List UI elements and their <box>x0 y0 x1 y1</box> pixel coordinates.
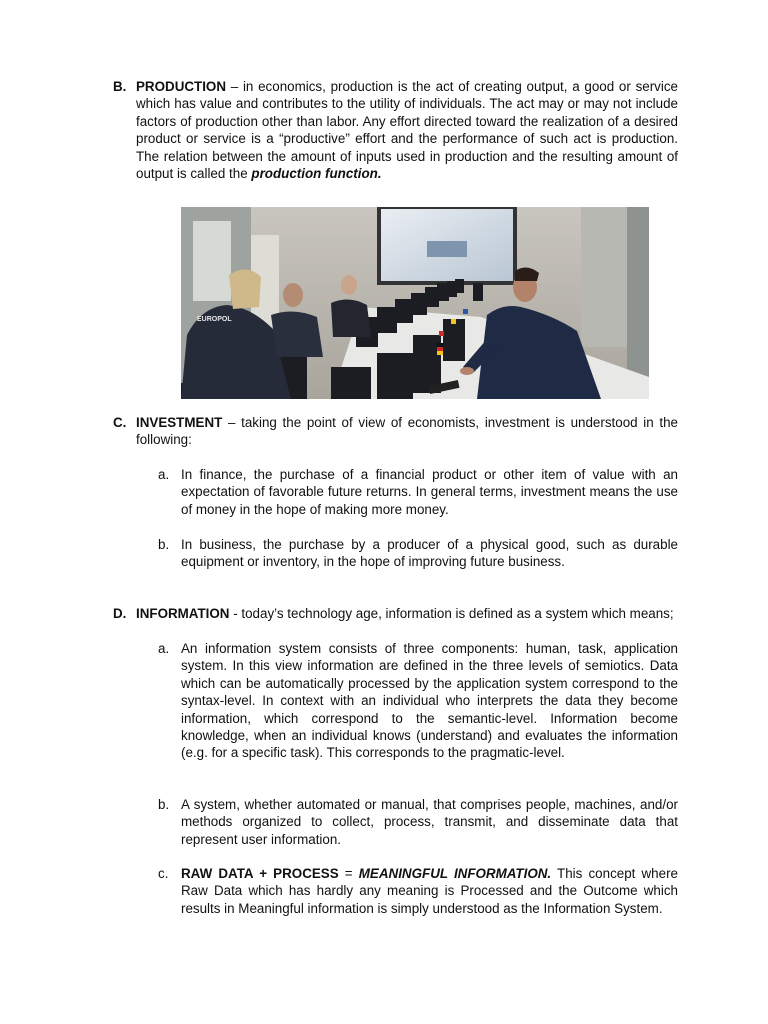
section-text: - today’s technology age, information is defined as a system which means; <box>229 606 674 621</box>
office-photo-icon <box>181 207 649 399</box>
information-list <box>158 640 678 762</box>
list-item-letter: b. <box>158 537 170 552</box>
list-item-equals: = <box>338 866 359 881</box>
information-list <box>158 865 678 917</box>
section-text: – taking the point of view of economists, investment is understood in the following: <box>136 415 678 448</box>
section-body <box>136 78 678 182</box>
list-item-bold: RAW DATA + PROCESS <box>181 866 339 881</box>
section-letter: C. <box>113 415 127 430</box>
list-item-text: This concept where Raw Data which has hardly any meaning is Processed and the Outcome which results in Meaningful information is simply understood as the Information System. <box>181 866 678 916</box>
list-item <box>158 640 678 762</box>
list-item-letter: a. <box>158 641 170 656</box>
section-title: PRODUCTION <box>136 79 227 94</box>
list-item-text: An information system consists of three components: human, task, application system. In this view information are defined in the three levels of semiotics. Data which can be automatically processed by the application system correspond to the syntax-level. In context with an individual who interprets the data they become information, which correspond to the semantic-level. Information become knowledge, when an individual knows (understand) and evaluates the information (e.g. for a specific task). This corresponds to the pragmatic-level. <box>181 641 678 761</box>
office-photo <box>181 207 649 399</box>
section-text: – in economics, production is the act of creating output, a good or service which has value and contributes to the utility of individuals. The act may or may not include factors of production other than labor. Any effort directed toward the realization of a desired product or service is a “productive” effort and the performance of such act is production. The relation between the amount of inputs used in production and the resulting amount of output is called the <box>136 79 678 182</box>
section-title: INVESTMENT <box>136 415 223 430</box>
section-title: INFORMATION <box>136 606 230 621</box>
list-item <box>158 796 678 848</box>
section-investment <box>113 414 678 449</box>
information-list <box>158 796 678 848</box>
section-letter: B. <box>113 79 127 94</box>
section-information <box>113 605 678 622</box>
list-item-text: In finance, the purchase of a financial product or other item of value with an expectation of favorable future returns. In general terms, investment means the use of money in the hope of making more money. <box>181 467 678 517</box>
list-item-letter: b. <box>158 797 170 812</box>
list-item <box>158 865 678 917</box>
list-item-letter: c. <box>158 866 169 881</box>
list-item-text: A system, whether automated or manual, that comprises people, machines, and/or methods organized to collect, process, transmit, and disseminate data that represent user information. <box>181 797 678 847</box>
section-production <box>113 78 678 182</box>
section-term: production function. <box>251 166 382 182</box>
investment-list <box>158 466 678 518</box>
list-item <box>158 536 678 571</box>
section-body <box>136 605 678 622</box>
list-item <box>158 466 678 518</box>
section-letter: D. <box>113 606 127 621</box>
section-body <box>136 414 678 449</box>
list-item-letter: a. <box>158 467 170 482</box>
list-item-text: In business, the purchase by a producer of a physical good, such as durable equipment or inventory, in the hope of improving future business. <box>181 537 678 570</box>
jacket-text: EUROPOL <box>197 316 232 323</box>
investment-list <box>158 536 678 571</box>
list-item-emphasis: MEANINGFUL INFORMATION. <box>358 866 552 881</box>
